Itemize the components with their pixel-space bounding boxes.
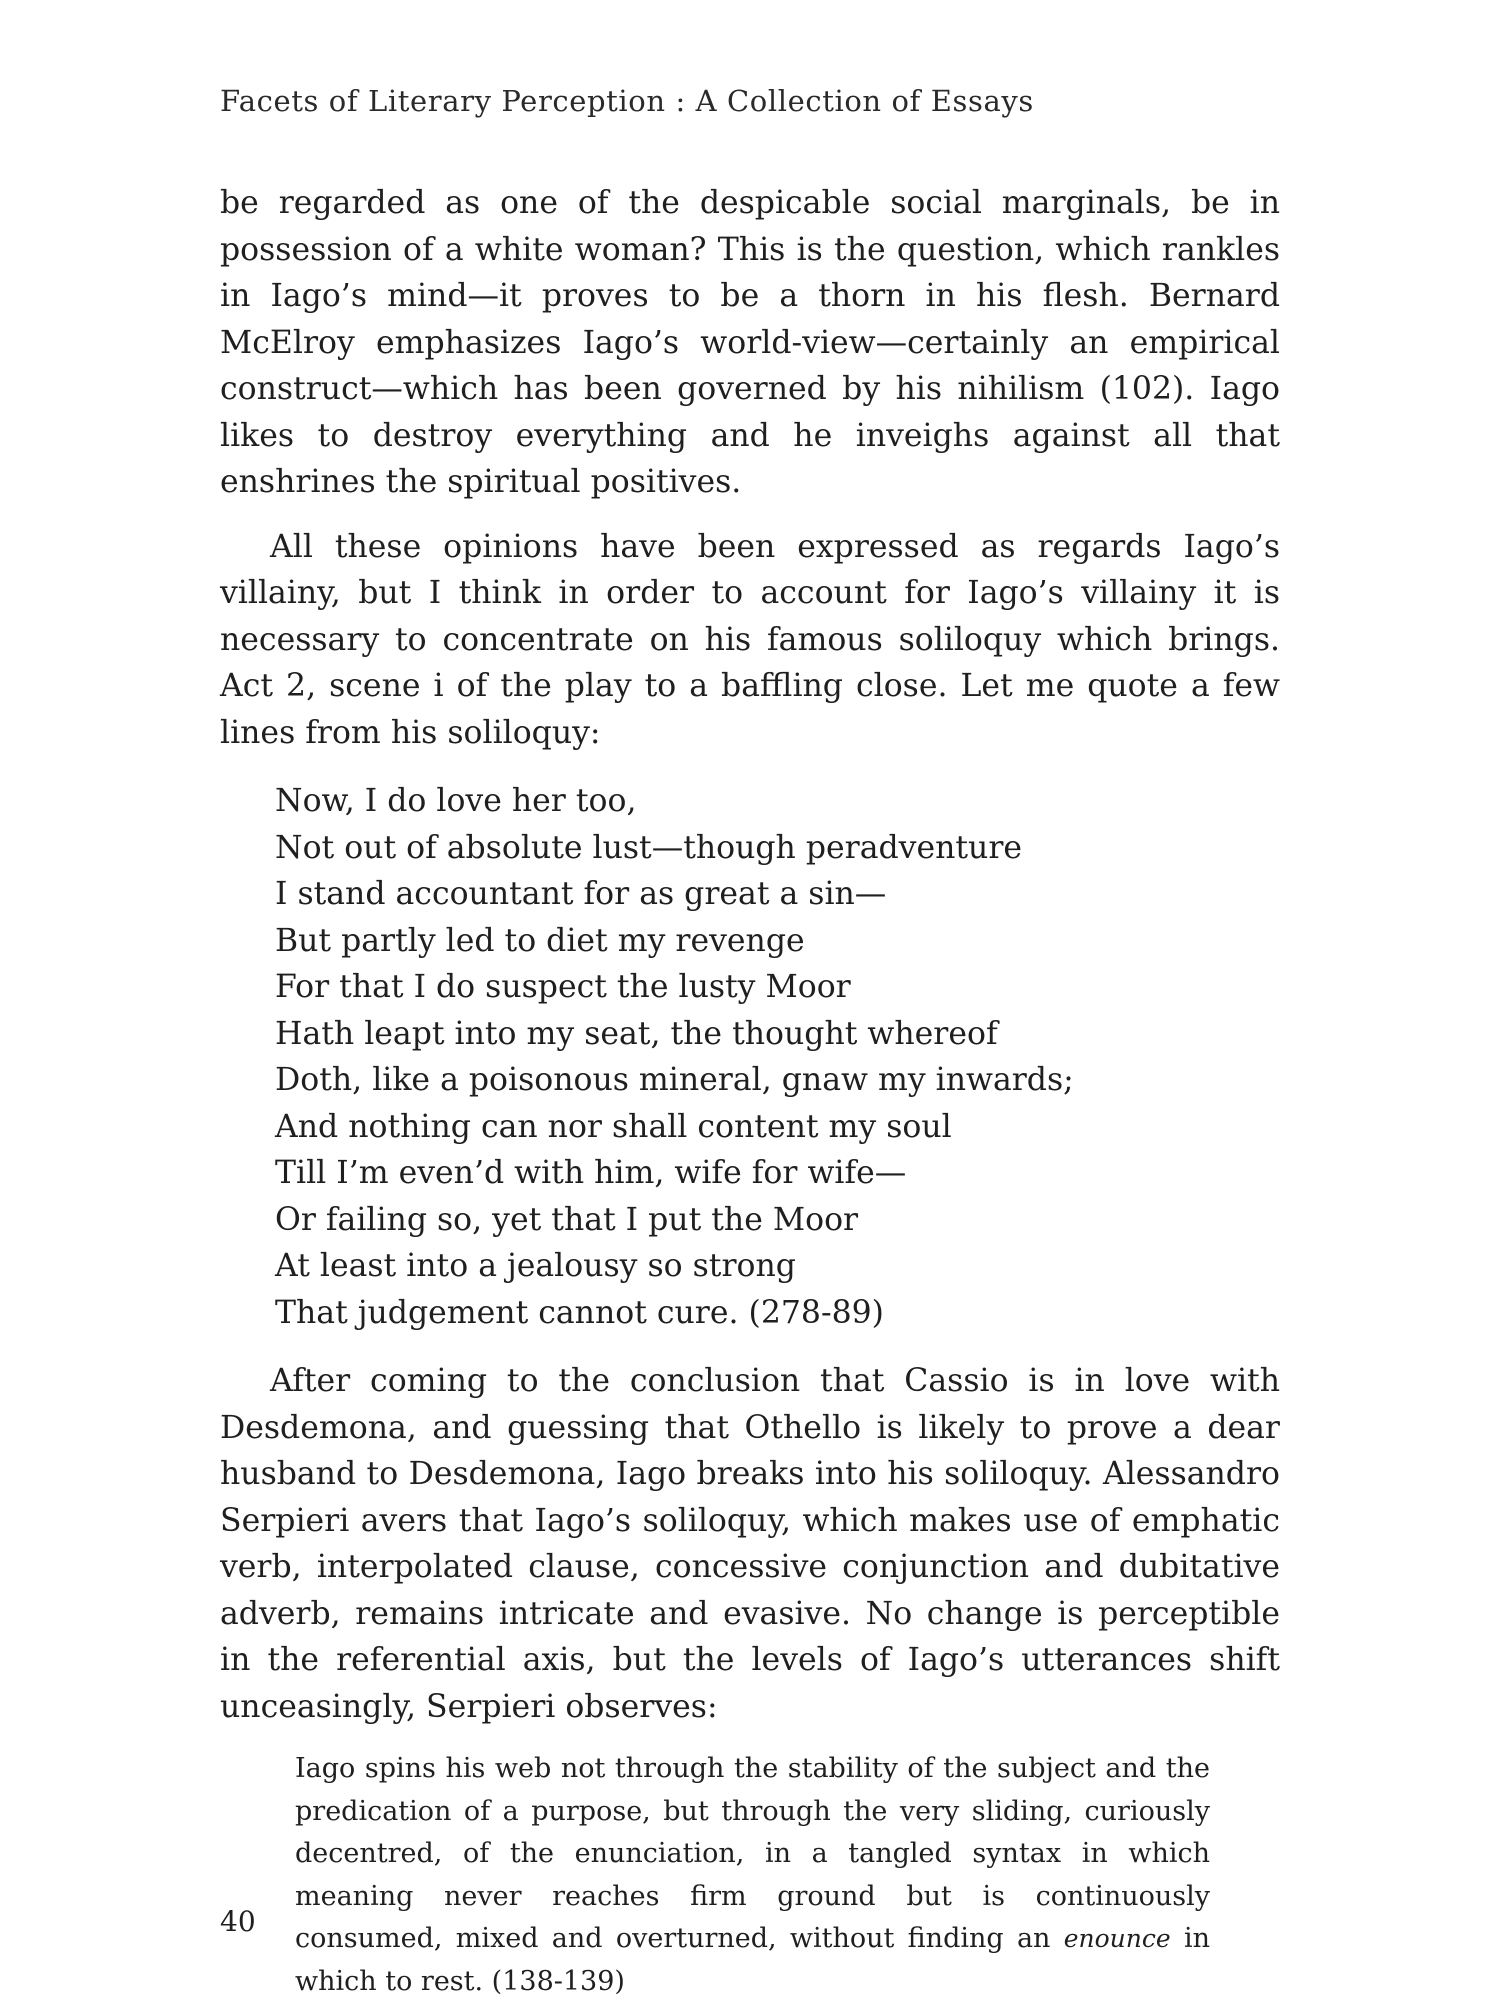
verse-line: Now, I do love her too, xyxy=(275,783,637,819)
verse-line: I stand accountant for as great a sin— xyxy=(275,876,887,912)
block-quote-text: Iago spins his web not through the stability of the subject and the predication of a purpose, but through the very sliding, curiously decentred, of the enunciation, in a tangled syntax in which meaning never reaches firm ground but is continuously consumed, mixed and overturned, without finding an xyxy=(295,1753,1210,1954)
block-quote-citation: in which to rest. (138-139) xyxy=(295,1923,1211,1997)
running-head: Facets of Literary Perception : A Collection of Essays xyxy=(220,84,1034,118)
verse-quotation xyxy=(275,778,1280,1336)
page-number: 40 xyxy=(220,1905,256,1938)
verse-line: And nothing can nor shall content my soul xyxy=(275,1108,952,1145)
verse-line: Or failing so, yet that I put the Moor xyxy=(275,1201,859,1238)
paragraph-3: After coming to the conclusion that Cassio is in love with Desdemona, and guessing that Othello is likely to prove a dear husband to Desdemona, Iago breaks into his soliloquy. Alessandro Serpieri avers that Iago’s soliloquy, which makes use of emphatic verb, interpolated clause, concessive conjunction and dubitative adverb, remains intricate and evasive. No change is perceptible in the referential axis, but the levels of Iago’s utterances shift unceasingly, Serpieri observes: xyxy=(220,1363,1280,1725)
body-text xyxy=(220,180,1280,2003)
block-quotation xyxy=(295,1748,1210,2003)
verse-line: That judgement cannot cure. (278-89) xyxy=(275,1294,884,1331)
verse-line: Till I’m even’d with him, wife for wife— xyxy=(275,1155,907,1191)
verse-line: Doth, like a poisonous mineral, gnaw my inwards; xyxy=(275,1062,1074,1098)
verse-line: But partly led to diet my revenge xyxy=(275,922,805,959)
verse-line: For that I do suspect the lusty Moor xyxy=(275,969,851,1005)
verse-line: At least into a jealousy so strong xyxy=(275,1248,796,1284)
paragraph-1: be regarded as one of the despicable social marginals, be in possession of a white woman? This is the question, which rankles in Iago’s mind—it proves to be a thorn in his flesh. Bernard McElroy emphasizes Iago’s world-view—certainly an empirical construct—which has been governed by his nihilism (102). Iago likes to destroy everything and he inveighs against all that enshrines the spiritual positives. xyxy=(220,185,1280,500)
verse-line: Not out of absolute lust—though peradventure xyxy=(275,829,1023,866)
paragraph-2: All these opinions have been expressed as regards Iago’s villainy, but I think in order to account for Iago’s villainy it is necessary to concentrate on his famous soliloquy which brings. Act 2, scene i of the play to a baffling close. Let me quote a few lines from his soliloquy: xyxy=(220,528,1280,751)
verse-line: Hath leapt into my seat, the thought whereof xyxy=(275,1015,998,1052)
block-quote-italic-term: enounce xyxy=(1063,1924,1171,1953)
